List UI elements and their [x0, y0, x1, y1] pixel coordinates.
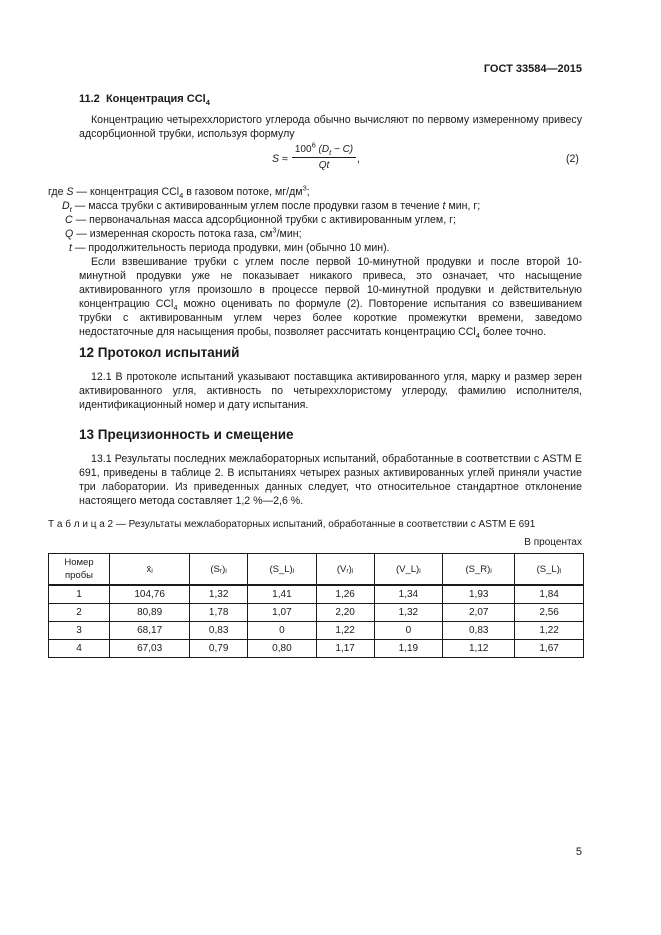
table-cell: 1,07	[248, 604, 317, 622]
table-cell: 1,12	[443, 640, 515, 658]
table-cell: 4	[49, 640, 110, 658]
table-row	[49, 622, 584, 640]
table-cell: 1,34	[374, 585, 443, 604]
formula-denominator: Qt	[318, 160, 330, 171]
table-header-row	[49, 554, 584, 586]
formula-lhs: S ≈	[272, 153, 288, 165]
table-cell: 1,17	[316, 640, 374, 658]
table-row	[49, 640, 584, 658]
table-cell: 0	[374, 622, 443, 640]
table-row	[49, 604, 584, 622]
table-cell: 1,22	[515, 622, 584, 640]
formula-2	[0, 140, 661, 183]
section-12-title: 12 Протокол испытаний	[79, 345, 240, 360]
table-cell: 1,41	[248, 585, 317, 604]
table-cell: 1,19	[374, 640, 443, 658]
where-line-t: t — продолжительность периода продувки, мин (обычно 10 мин).	[69, 242, 390, 254]
section-13-paragraph: 13.1 Результаты последних межлабораторных испытаний, обработанные в соответствии с ASTM E 691, приведены в таблице 2. В испытаниях четырех разных активированных углей приняли участие три лаборатории. Из приведенных данных следует, что относительное стандартное отклонение настоящего метода составляет 1,2 %—2,6 %.	[79, 453, 582, 507]
where-line-dt: $D_t$ — масса трубки с активированным углем после продувки газом в течение t мин, г;	[62, 200, 481, 215]
table-cell: 3	[49, 622, 110, 640]
header-sl: (S_L)ⱼ	[248, 554, 317, 586]
table-caption	[48, 518, 535, 532]
table-cell: 1,93	[443, 585, 515, 604]
formula-numerator: $100^6$ $(D_t - C)$	[294, 140, 354, 157]
table-cell: 0,79	[190, 640, 248, 658]
document-code: ГОСТ 33584—2015	[483, 63, 582, 75]
table-cell: 0,83	[190, 622, 248, 640]
table-caption-text: 2 — Результаты межлабораторных испытаний, обработанные в соответствии с ASTM E 691	[104, 519, 536, 530]
table-cell: 0	[248, 622, 317, 640]
section-11-2-title-sub: 4	[205, 98, 210, 108]
table-cell: 1,67	[515, 640, 584, 658]
section-11-2-intro: Концентрацию четыреххлористого углерода обычно вычисляют по первому измеренному привесу адсорбционной трубки, используя формулу	[79, 114, 582, 140]
table-cell: 1,78	[190, 604, 248, 622]
table-cell: 1,32	[374, 604, 443, 622]
header-sr: (Sᵣ)ⱼ	[190, 554, 248, 586]
table-cell: 1,32	[190, 585, 248, 604]
table-cell: 2,20	[316, 604, 374, 622]
table-cell: 1,84	[515, 585, 584, 604]
formula-fraction	[292, 140, 356, 172]
header-mean: x̄ⱼ	[110, 554, 190, 586]
table-cell: 67,03	[110, 640, 190, 658]
table-cell: 68,17	[110, 622, 190, 640]
where-line-q: Q — измеренная скорость потока газа, $см^3$/мин;	[65, 225, 302, 240]
table-cell: 1,26	[316, 585, 374, 604]
formula-comma: ,	[357, 153, 360, 165]
table-row	[49, 585, 584, 604]
section-11-2-title-text: Концентрация CCl	[105, 93, 206, 105]
table-cell: 104,76	[110, 585, 190, 604]
fraction-bar	[292, 157, 356, 158]
table-cell: 80,89	[110, 604, 190, 622]
table-caption-label: Т а б л и ц а	[48, 519, 105, 530]
header-vl: (V_L)ⱼ	[374, 554, 443, 586]
table-cell: 2,56	[515, 604, 584, 622]
formula-equation-number: (2)	[566, 153, 579, 165]
table-cell: 2	[49, 604, 110, 622]
header-sr-reproducibility: (S_R)ⱼ	[443, 554, 515, 586]
table-cell: 1,22	[316, 622, 374, 640]
table-cell: 0,83	[443, 622, 515, 640]
section-11-2-paragraph-2: Если взвешивание трубки с углем после первой 10-минутной продувки и после второй 10-минутной продувки уже не показывает никакого привеса, это означает, что насыщение активированного угля произошло в процессе первой 10-минутной продувки и действительную концентрацию CCl$_4$ можно оценивать по формуле (2). Повторение испытания со взвешиванием трубки с активированным углем через более короткие промежутки времени, заведомо недостаточные для насыщения пробы, позволяет рассчитать концентрацию CCl$_4$ более точно.	[79, 256, 582, 341]
header-vr: (Vᵣ)ⱼ	[316, 554, 374, 586]
where-line-c: C — первоначальная масса адсорбционной трубки с активированным углем, г;	[65, 214, 456, 226]
header-sl-2: (S_L)ⱼ	[515, 554, 584, 586]
table-cell: 1	[49, 585, 110, 604]
section-11-2-number: 11.2	[79, 93, 100, 105]
section-11-2-title	[79, 92, 210, 106]
page-number: 5	[575, 846, 582, 858]
where-line-s: где S — концентрация CCl$_4$ в газовом потоке, $мг/дм^3$;	[48, 183, 310, 201]
table-cell: 2,07	[443, 604, 515, 622]
results-table	[48, 553, 584, 658]
section-13-title: 13 Прецизионность и смещение	[79, 427, 294, 442]
table-cell: 0,80	[248, 640, 317, 658]
table-unit-note: В процентах	[524, 537, 582, 548]
header-sample-number: Номер пробы	[49, 554, 110, 586]
section-12-paragraph: 12.1 В протоколе испытаний указывают поставщика активированного угля, марку и размер зерен активированного угля, активность по четыреххлористому углероду, фамилию исполнителя, идентификационный номер и дату испытания.	[79, 371, 582, 411]
